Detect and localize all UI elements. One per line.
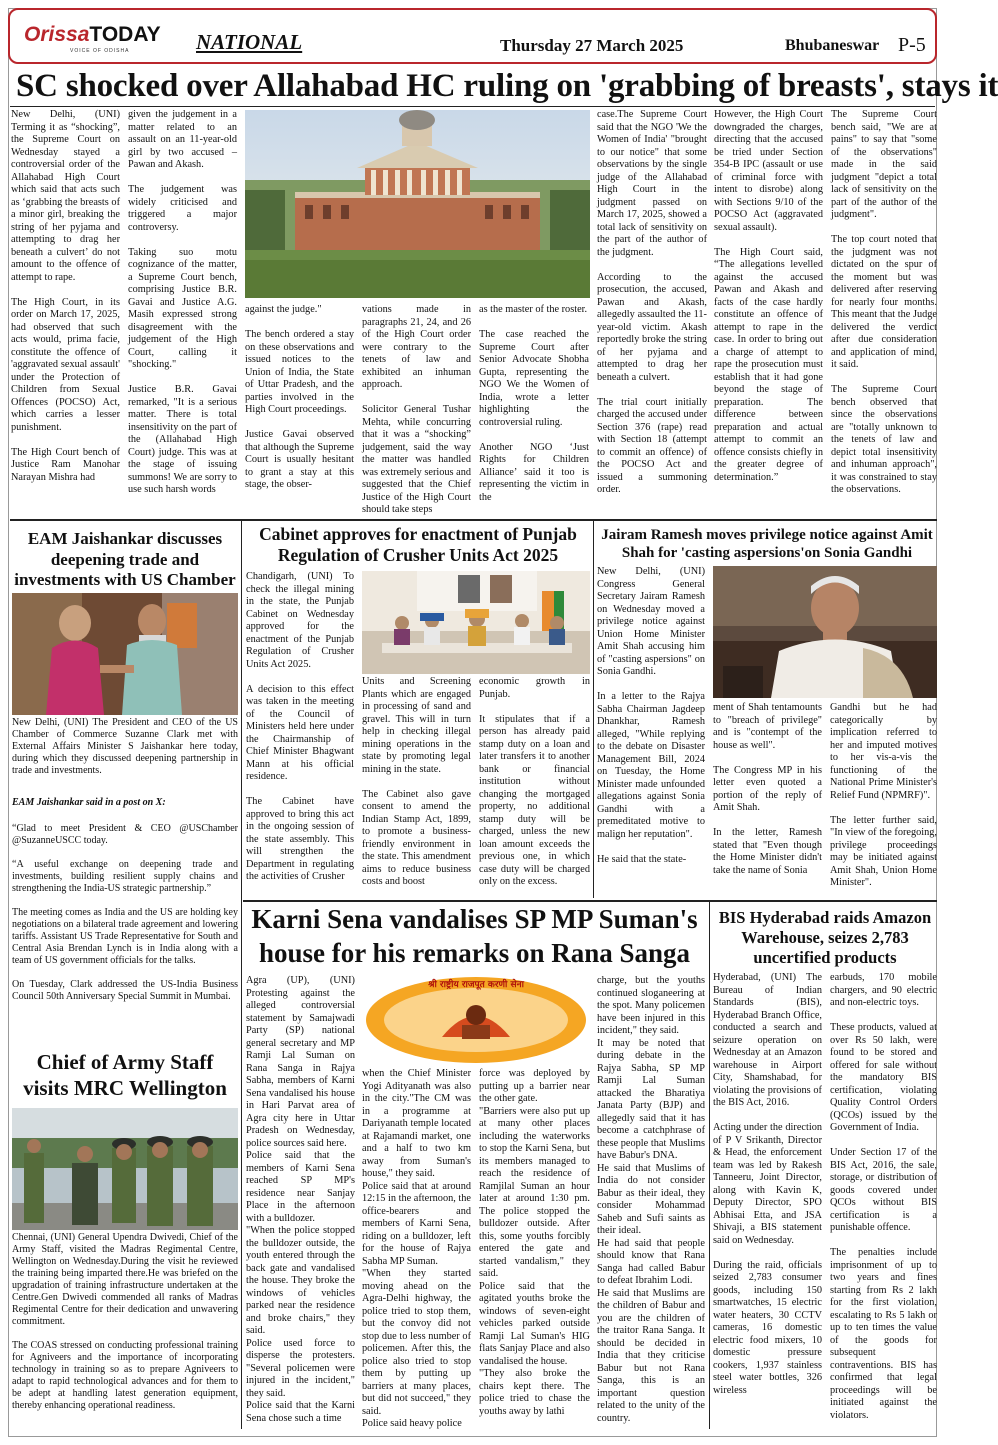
cabinet-col-3: economic growth in Punjab. It stipulates that if a person has already paid stamp duty on a loan and later transfers it to another bank or financial institution without changing the mortgaged property, no additional stamp duty will be charged, unless the new loan amount exceeds the previous one, in which case duty will be charged only on the excess. (479, 676, 590, 887)
karni-col-3: force was deployed by putting up a barrier near the other gate. "Barriers were also put up at many other places including the waterworks to stop the Karni Sena, but its members managed to reach the residence of Ramjilal Suman an hour later at around 1:30 pm. The police stopped the bulldozer outside. After this, some youths forcibly entered the gate and started vandalism," they said. Police said that the agitated youths broke the windows of seven-eight vehicles parked outside Ramji Lal Suman's HIG flats Sanjay Place and also vandalised the house. "They also broke the chairs kept there. The police tried to chase the youths away by lathi (479, 1068, 590, 1417)
lead-col-4: vations made in paragraphs 21, 24, and 26 of the High Court order were contrary to the tenets of law and exhibited an inhuman approach. Solicitor General Tushar Mehta, while concurring that it was a “shocking” judgement, said the way the matter was handled was extremely serious and suggested that the Chief Justice of the High Court should take steps (362, 304, 471, 515)
divider (243, 900, 937, 902)
bis-col-2: earbuds, 170 mobile chargers, and 90 electric and non-electric toys. These products, valued at over Rs 50 lakh, were found to be stored and offered for sale without the mandatory BIS certification, violating Quality Control Orders (QCOs) issued by the Government of India. Under Section 17 of the BIS Act, 2016, the sale, storage, or distribution of goods covered under QCOs without BIS certification is a punishable offence. The penalties include imprisonment of up to two years and fines starting from Rs 2 lakh for the first violation, escalating to Rs 5 lakh or up to ten times the value of the goods for subsequent contraventions. BIS has confirmed that legal proceedings will be initiated against the violators. (830, 972, 937, 1421)
cabinet-col-1: Chandigarh, (UNI) To check the illegal mining in the state, the Punjab Cabinet on Wednesday approved for the enactment of the Punjab Regulation of Crusher Units Act 2025. A decision to this effect was taken in the meeting of the Council of Ministers held here under the Chairmanship of Chief Minister Bhagwant Mann at his official residence. The Cabinet have approved to bring this act in the ongoing session of the state assembly. This will strengthen the Department in regulating the activities of Crusher (246, 571, 354, 882)
jairam-col-3: Gandhi but he had categorically by implication referred to her and imputed motives to her vis-a-vis the functioning of the National Prime Minister's Relief Fund (NPMRF)". The letter further said, "In view of the foregoing, privilege proceedings may be initiated against Amit Shah, Union Home Minister". (830, 702, 937, 888)
bis-headline: BIS Hyderabad raids Amazon Warehouse, seizes 2,783 uncertified products (718, 908, 932, 968)
divider (10, 106, 935, 107)
lead-col-7: However, the High Court downgraded the charges, directing that the accused be tried under Section 354-B IPC (assault or use of criminal force with intent to disrobe) along with Sections 9/10 of the POCSO Act (aggravated sexual assault). The High Court said, “The allegations levelled against the accused Pawan and Akash and facts of the case hardly constitute an offence of attempt to rape in the case. In order to bring out a charge of attempt to rape the prosecution must establish that it had gone beyond the stage of preparation. The difference between preparation and actual attempt to commit an offence consists chiefly in the greater degree of determination.” (714, 109, 823, 483)
edition-city: Bhubaneswar (785, 37, 880, 54)
lead-col-1: New Delhi, (UNI) Terming it as “shocking”, the Supreme Court on Wednesday stayed a controversial order of the Allahabad High Court which said that acts such as ‘grabbing the breasts of a minor girl, breaking the string of her pyjama and attempting to drag her beneath a culvert’ do not amount to the offence of attempt to rape. The High Court, in its order on March 17, 2025, had observed that such acts would, prima facie, constitute the offence of 'aggravated sexual assault' under the Protection of Children from Sexual Offences (POCSO) Act, which carries a lesser punishment. The High Court bench of Justice Ram Manohar Narayan Mishra had (11, 109, 120, 483)
section-name: NATIONAL (196, 30, 303, 54)
karni-col-4: charge, but the youths continued sloganeering at the spot. Many policemen have been injured in this incident," they said. It may be noted that during debate in the Rajya Sabha, SP MP Ramji Lal Suman attacked the Bharatiya Janata Party (BJP) and allegedly said that it has become a catchphrase of these people that Muslims have Babur's DNA. He said that Muslims of India do not consider Babur as their ideal, they consider Mohammad Saheb and Sufi saints as their ideal. He had said that people should know that Rana Sanga had called Babur to defeat Ibrahim Lodi. He said that Muslims are the children of Babur and you are the children of the traitor Rana Sanga. It should be decided in India that they criticise Babur but not Rana Sanga, this is an important question related to the unity of the country. (597, 975, 705, 1424)
eam-body-2: “Glad to meet President & CEO @USChamber @SuzanneUSCC today. “A useful exchange on deepening trade and investments, building resilient supply chains and strengthening the India-US strategic partnership.” The meeting comes as India and the US are holding key negotiations on a bilateral trade agreement and lowering tariffs. Assistant US Trade Representative for South and Central Asia Brendan Lynch is in India along with a team of US government officials for the talks. On Tuesday, Clark addressed the US-India Business Council 50th Anniversary Special Summit in Mumbai. (12, 823, 238, 1002)
lead-col-8: The Supreme Court bench said, "We are at pains" to say that "some of the observations" made in the said judgment "depict a total lack of sensitivity on the part of the author of the judgment". The top court noted that the judgment was not dictated on the spur of the moment but was delivered after reserving for nearly four months. This meant that the Judge delivered the verdict after due consideration and application of mind, it said. The Supreme Court bench observed that since the observations are "totally unknown to the tenets of law and depict total insensitivity and inhuman approach", it was constrained to stay the observations. (831, 109, 937, 495)
lead-col-5: as the master of the roster. The case reached the Supreme Court after Senior Advocate Shobha Gupta, representing the NGO We the Women of India, wrote a letter highlighting the controversial ruling. Another NGO ‘Just Rights for Children Alliance’ said it too is representing the victim in the (479, 304, 589, 503)
lead-headline: SC shocked over Allahabad HC ruling on 'grabbing of breasts', stays it (16, 68, 998, 104)
cabinet-headline: Cabinet approves for enactment of Punjab Regulation of Crusher Units Act 2025 (259, 524, 577, 566)
karni-col-2: when the Chief Minister Yogi Adityanath was also in the city."The CM was in a programme at Dariyanath temple located at Rajamandi market, one and a half to two km away from Suman's house," they said. Police said that at around 12:15 in the afternoon, the office-bearers and members of Karni Sena, riding on a bulldozer, left for the house of Rajya Sabha MP Suman. "When they started moving ahead on the Agra-Delhi highway, the police tried to stop them, but the convoy did not stop due to less number of policemen. After this, the police also tried to stop them by putting up barriers at many places, but did not succeed," they said. Police said heavy police (362, 1068, 471, 1429)
logo[interactable]: OrissaTODAY (24, 23, 161, 46)
eam-photo (12, 593, 238, 715)
karni-sena-emblem (362, 975, 590, 1065)
issue-date: Thursday 27 March 2025 (500, 36, 684, 55)
logo-tagline: VOICE OF ODISHA (70, 48, 130, 54)
cabinet-photo (362, 571, 590, 674)
divider (10, 519, 937, 521)
karni-col-1: Agra (UP), (UNI) Protesting against the alleged controversial statement by Samajwadi Party (SP) national general secretary and MP Ramji Lal Suman on Rana Sanga in Rajya Sabha, members of Karni Sena vandalised his house in Hari Parvat area of Agra city here in Uttar Pradesh on Wednesday, police sources said here. Police said that the members of Karni Sena reached SP MP's residence near Sanjay Place in the afternoon with a bulldozer. "When the police stopped the bulldozer outside, the youth entered through the back gate and vandalised the house. They broke the windows of vehicles parked near the residence and broke chairs," they said. Police used force to disperse the protesters. "Several policemen were injured in the incident," they said. Police said that the Karni Sena chose such a time (246, 975, 355, 1424)
lead-col-3: against the judge." The bench ordered a stay on these observations and issued notices to the Union of India, the State of Uttar Pradesh, and the parties involved in the High Court proceedings. Justice Gavai observed that although the Supreme Court is usually hesitant to grant a stay at this stage, the obser- (245, 304, 354, 490)
cabinet-col-2: Units and Screening Plants which are engaged in processing of sand and gravel. This will in turn help in checking illegal mining operations in the state by promoting legal mining in the state. The Cabinet also gave consent to amend the Indian Stamp Act, 1899, to promote a business-friendly environment in the state. This amendment aims to reduce business costs and boost (362, 676, 471, 887)
page-number: P-5 (898, 34, 926, 56)
eam-subhead: EAM Jaishankar said in a post on X: (12, 797, 166, 808)
divider (709, 902, 710, 1429)
karni-headline: Karni Sena vandalises SP MP Suman's house for his remarks on Rana Sanga (251, 904, 698, 968)
bis-col-1: Hyderabad, (UNI) The Bureau of Indian Standards (BIS), Hyderabad Branch Office, conducted a search and seizure operation on Wednesday at an Amazon warehouse in Airport City, Shamshabad, for violating the provisions of the BIS Act, 2016. Acting under the direction of P V Srikanth, Director & Head, the enforcement team was led by Rakesh Tanneeru, Joint Director, along with Kavin K, Deputy Director, SPO Abhisai Etta, and JSA Shivaji, a BIS statement said on Wednesday. During the raid, officials seized 2,783 consumer goods, including 150 smartwatches, 15 electric water heaters, 30 CCTV cameras, 16 domestic electric food mixers, 10 domestic pressure cookers, 1,937 stainless steel water bottles, 326 wireless (713, 972, 822, 1396)
masthead (8, 8, 937, 64)
jairam-col-1: New Delhi, (UNI) Congress General Secretary Jairam Ramesh on Wednesday moved a privilege notice against Union Home Minister Amit Shah accusing him of "casting aspersions" on Sonia Gandhi. In a letter to the Rajya Sabha Chairman Jagdeep Dhankhar, Ramesh alleged, "While replying to the debate on Disaster Management Bill, 2024 on Tuesday, the Home Minister made unfounded allegations against Sonia Gandhi with a premeditated motive to malign her reputation". He said that the state- (597, 566, 705, 865)
divider (241, 521, 242, 1429)
jairam-photo (713, 566, 937, 698)
emblem-text: श्री राष्ट्रीय राजपूत करणी सेना (428, 980, 524, 990)
jairam-col-2: ment of Shah tentamounts to "breach of privilege" and is "contempt of the house as well". The Congress MP in his letter even quoted a portion of the reply of Amit Shah. In the letter, Ramesh stated that "Even though the Home Minister didn't take the name of Sonia (713, 702, 822, 876)
jairam-headline: Jairam Ramesh moves privilege notice against Amit Shah for 'casting aspersions'on Sonia Gandhi (601, 527, 933, 562)
army-photo (12, 1108, 238, 1230)
lead-col-6: case.The Supreme Court said that the NGO 'We the Women of India' "brought to our notice" that some observations by the single judge of the Allahabad High Court in the judgment passed on March 17, 2025, showed a total lack of sensitivity on the part of the author of the judgment. According to the prosecution, the accused, Pawan and Akash, allegedly assaulted the 11-year-old victim. Akash reportedly broke the string of her pyjama and attempted to drag her beneath a culvert. The trial court initially charged the accused under Section 376 (rape) read with Section 18 (attempt to commit an offence) of the POCSO Act and issued a summoning order. (597, 109, 707, 495)
lead-col-2: given the judgement in a matter related to an assault on an 11-year-old girl by two accused – Pawan and Akash. The judgement was widely criticised and triggered a major controversy. Taking suo motu cognizance of the matter, a Supreme Court bench, comprising Justice B.R. Gavai and Justice A.G. Masih expressed strong disagreement with the judgement of the High Court, calling it "shocking." Justice B.R. Gavai remarked, "It is a serious matter. There is total insensitivity on the part of the (Allahabad High Court) judge. This was at the stage of issuing summons! We are sorry to use such harsh words (128, 109, 237, 495)
army-headline: Chief of Army Staff visits MRC Wellington (23, 1050, 227, 1100)
eam-headline: EAM Jaishankar discusses deepening trade and investments with US Chamber (14, 529, 236, 590)
supreme-court-photo (245, 110, 590, 298)
divider (593, 521, 594, 898)
army-body: Chennai, (UNI) General Upendra Dwivedi, Chief of the Army Staff, visited the Madras Regimental Centre, Wellington on Wednesday.During the visit he reviewed the training being imparted there.He was briefed on the upgradation of training infrastructure undertaken at the Centre.Gen Dwivedi commended all ranks of Madras Regimental Centre for their dedication and unwavering commitment. The COAS stressed on conducting professional training for Agniveers and the importance of incorporating technology in training so as to prepare Agniveers to adapt to rapid technological advances and for them to be adept at handling latest generation equipment, thereby enhancing operational readiness. (12, 1232, 238, 1411)
eam-body: New Delhi, (UNI) The President and CEO of the US Chamber of Commerce Suzanne Clark met with External Affairs Minister S Jaishankar here today, during which they discussed deepening partnership in trade and investments. (12, 717, 238, 776)
